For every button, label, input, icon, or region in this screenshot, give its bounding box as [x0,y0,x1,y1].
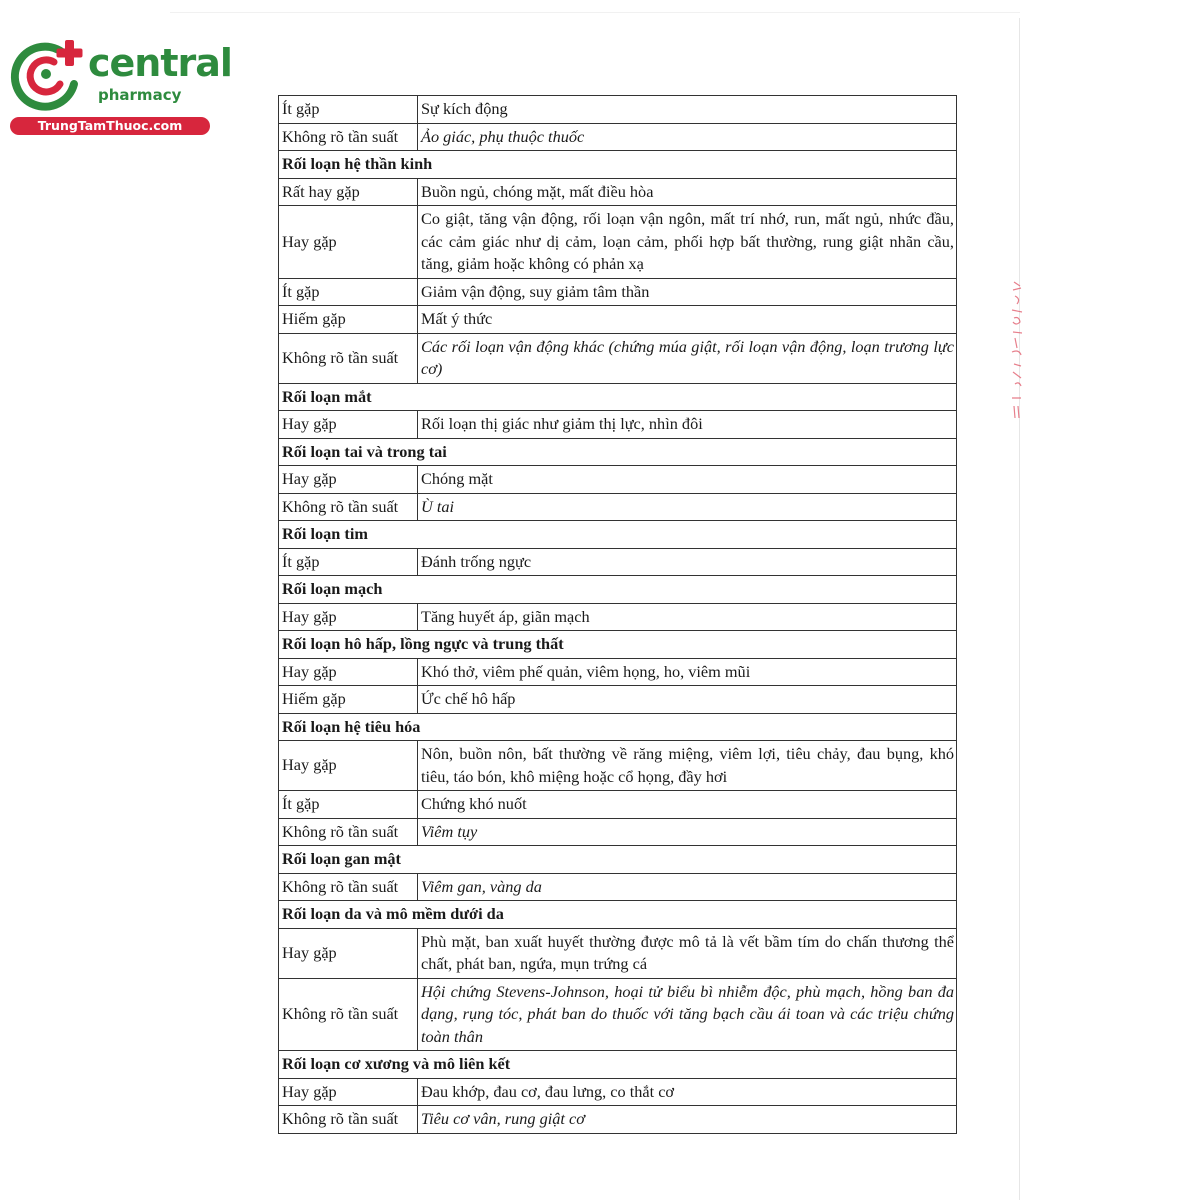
table-row [279,548,957,576]
section-title: Rối loạn hệ tiêu hóa [279,713,957,741]
section-header-row [279,631,957,659]
logo-sub: pharmacy [98,86,182,104]
section-header-row [279,576,957,604]
table-row [279,928,957,978]
effect-description-cell: Giảm vận động, suy giảm tâm thần [418,278,957,306]
table-row [279,411,957,439]
logo-site-url[interactable]: TrungTamThuoc.com [10,117,210,135]
frequency-cell: Không rõ tần suất [279,1106,418,1134]
section-header-row [279,901,957,929]
effect-description-cell: Đau khớp, đau cơ, đau lưng, co thắt cơ [418,1078,957,1106]
frequency-cell: Hiếm gặp [279,686,418,714]
table-row [279,741,957,791]
effect-description-cell: Chứng khó nuốt [418,791,957,819]
frequency-cell: Không rõ tần suất [279,333,418,383]
red-stamp-mark [1006,280,1032,430]
frequency-cell: Hay gặp [279,741,418,791]
effect-description-cell: Ù tai [418,493,957,521]
section-header-row [279,713,957,741]
frequency-cell: Không rõ tần suất [279,873,418,901]
section-header-row [279,383,957,411]
frequency-cell: Hay gặp [279,466,418,494]
section-header-row [279,151,957,179]
table-row [279,178,957,206]
effect-description-cell: Buồn ngủ, chóng mặt, mất điều hòa [418,178,957,206]
frequency-cell: Không rõ tần suất [279,493,418,521]
section-header-row [279,438,957,466]
effect-description-cell: Đánh trống ngực [418,548,957,576]
effect-description-cell: Chóng mặt [418,466,957,494]
effect-description-cell: Viêm tụy [418,818,957,846]
effect-description-cell: Tiêu cơ vân, rung giật cơ [418,1106,957,1134]
table-row [279,206,957,279]
section-header-row [279,1051,957,1079]
effect-description-cell: Ảo giác, phụ thuộc thuốc [418,123,957,151]
section-title: Rối loạn tim [279,521,957,549]
effect-description-cell: Viêm gan, vàng da [418,873,957,901]
table-row [279,96,957,124]
table-row [279,1078,957,1106]
table-row [279,333,957,383]
frequency-cell: Ít gặp [279,96,418,124]
frequency-cell: Rất hay gặp [279,178,418,206]
frequency-cell: Hiếm gặp [279,306,418,334]
effect-description-cell: Ức chế hô hấp [418,686,957,714]
section-title: Rối loạn mắt [279,383,957,411]
pharmacy-cross-icon [10,38,90,114]
effect-description-cell: Khó thở, viêm phế quản, viêm họng, ho, viêm mũi [418,658,957,686]
frequency-cell: Hay gặp [279,411,418,439]
frequency-cell: Ít gặp [279,548,418,576]
page-right-edge [1019,18,1020,1200]
frequency-cell: Không rõ tần suất [279,123,418,151]
table-row [279,1106,957,1134]
frequency-cell: Ít gặp [279,791,418,819]
frequency-cell: Không rõ tần suất [279,818,418,846]
frequency-cell: Hay gặp [279,658,418,686]
section-header-row [279,846,957,874]
table-row [279,466,957,494]
effect-description-cell: Hội chứng Stevens-Johnson, hoại tử biểu bì nhiễm độc, phù mạch, hồng ban đa dạng, rụng tóc, phát ban do thuốc với tăng bạch cầu ái toan và các triệu chứng toàn thân [418,978,957,1051]
effect-description-cell: Mất ý thức [418,306,957,334]
table-row [279,978,957,1051]
effect-description-cell: Co giật, tăng vận động, rối loạn vận ngôn, mất trí nhớ, run, mất ngủ, nhức đầu, các cảm giác như dị cảm, loạn cảm, phối hợp bất thường, rung giật nhãn cầu, tăng, giảm hoặc không có phản xạ [418,206,957,279]
section-title: Rối loạn gan mật [279,846,957,874]
table-row [279,278,957,306]
section-title: Rối loạn da và mô mềm dưới da [279,901,957,929]
effect-description-cell: Các rối loạn vận động khác (chứng múa giật, rối loạn vận động, loạn trương lực cơ) [418,333,957,383]
effect-description-cell: Rối loạn thị giác như giảm thị lực, nhìn đôi [418,411,957,439]
section-title: Rối loạn mạch [279,576,957,604]
frequency-cell: Hay gặp [279,928,418,978]
effect-description-cell: Phù mặt, ban xuất huyết thường được mô tả là vết bầm tím do chấn thương thể chất, phát ban, ngứa, mụn trứng cá [418,928,957,978]
table-body [279,96,957,1134]
section-title: Rối loạn cơ xương và mô liên kết [279,1051,957,1079]
adverse-effects-table [278,95,957,1134]
table-row [279,493,957,521]
frequency-cell: Không rõ tần suất [279,978,418,1051]
table-row [279,603,957,631]
table-row [279,791,957,819]
section-header-row [279,521,957,549]
effect-description-cell: Nôn, buồn nôn, bất thường về răng miệng, viêm lợi, tiêu chảy, đau bụng, khó tiêu, táo bón, khô miệng hoặc cổ họng, đầy hơi [418,741,957,791]
frequency-cell: Hay gặp [279,1078,418,1106]
section-title: Rối loạn hô hấp, lồng ngực và trung thất [279,631,957,659]
section-title: Rối loạn hệ thần kinh [279,151,957,179]
effect-description-cell: Sự kích động [418,96,957,124]
table-row [279,873,957,901]
logo-name: central [88,41,232,85]
effect-description-cell: Tăng huyết áp, giãn mạch [418,603,957,631]
table-row [279,123,957,151]
frequency-cell: Hay gặp [279,206,418,279]
table-row [279,306,957,334]
section-title: Rối loạn tai và trong tai [279,438,957,466]
central-pharmacy-logo[interactable] [10,38,232,138]
page-top-edge [170,12,1020,13]
frequency-cell: Hay gặp [279,603,418,631]
table-row [279,658,957,686]
table-row [279,686,957,714]
table-row [279,818,957,846]
frequency-cell: Ít gặp [279,278,418,306]
